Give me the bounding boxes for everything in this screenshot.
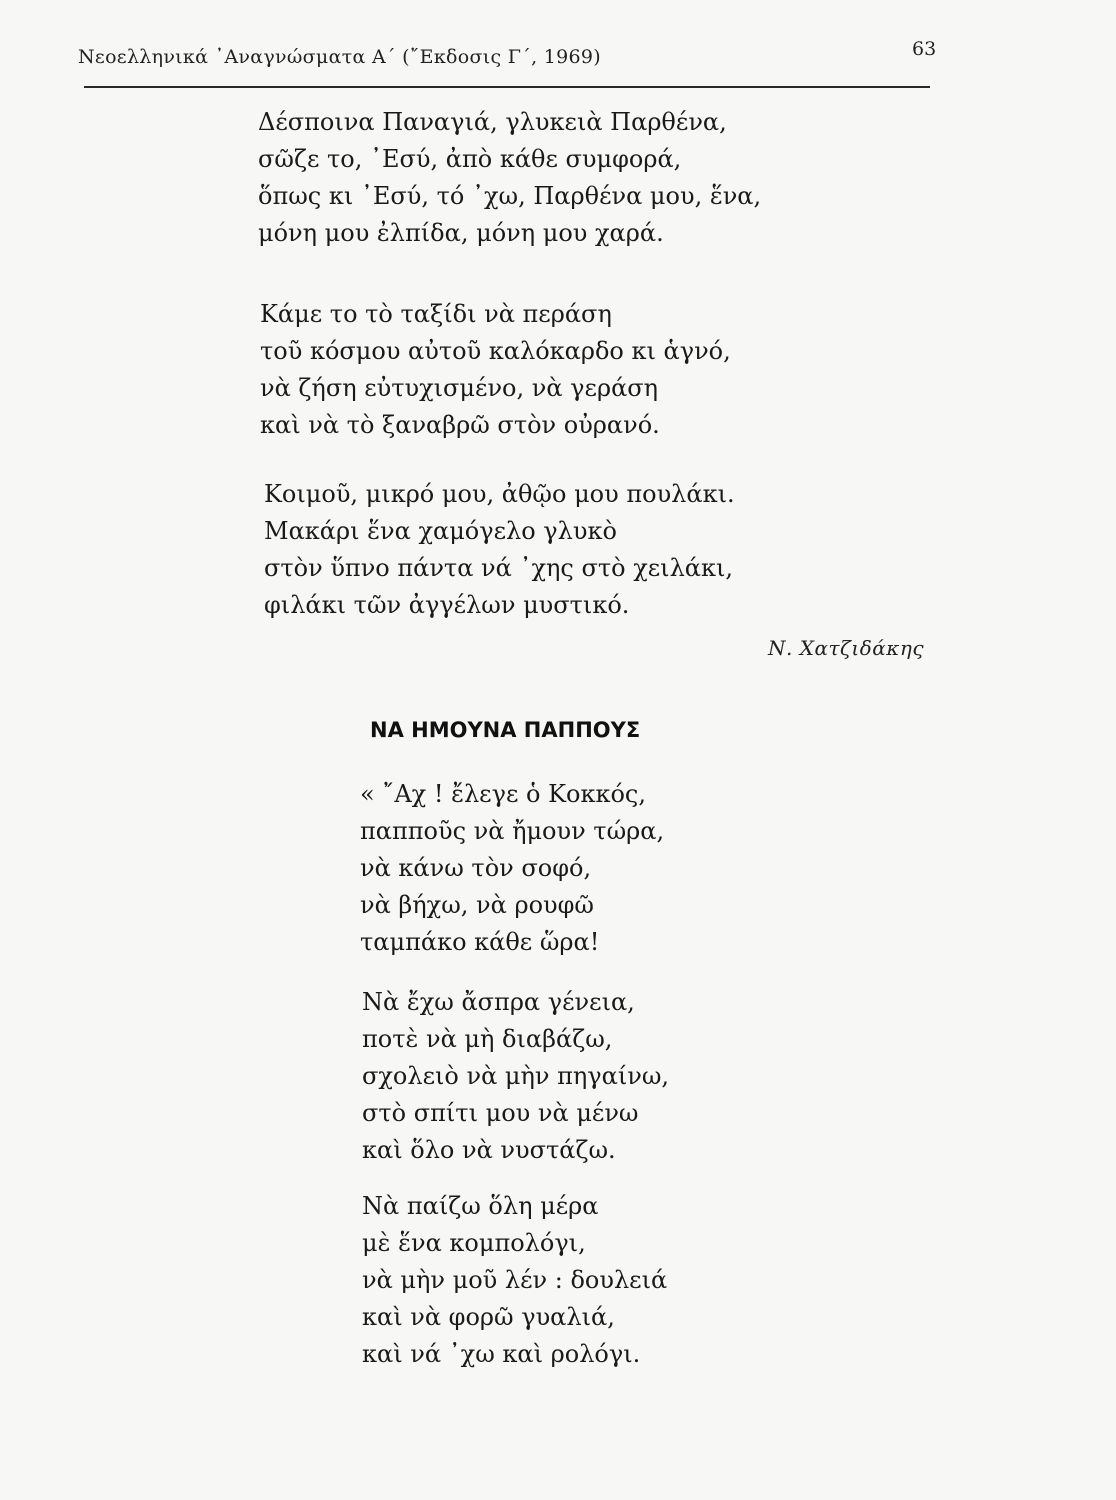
verse-line: μόνη μου ἐλπίδα, μόνη μου χαρά. xyxy=(258,219,664,247)
verse-line: νὰ ζήση εὐτυχισμένο, νὰ γεράση xyxy=(260,374,659,402)
verse-line: καὶ νά ᾿χω καὶ ρολόγι. xyxy=(362,1340,641,1368)
verse-line: νὰ βήχω, νὰ ρουφῶ xyxy=(360,891,594,919)
verse-line: καὶ νὰ τὸ ξαναβρῶ στὸν οὐρανό. xyxy=(260,411,660,439)
verse-line: ποτὲ νὰ μὴ διαβάζω, xyxy=(362,1025,613,1053)
poem-one-stanza-2 xyxy=(260,296,731,444)
poem-two-stanza-3 xyxy=(362,1188,667,1373)
verse-line: παπποῦς νὰ ἤμουν τώρα, xyxy=(360,817,665,845)
poem-one-stanza-3 xyxy=(264,476,735,624)
verse-line: Νὰ ἔχω ἄσπρα γένεια, xyxy=(362,988,635,1016)
verse-line: μὲ ἕνα κομπολόγι, xyxy=(362,1229,586,1257)
verse-line: στὸ σπίτι μου νὰ μένω xyxy=(362,1099,639,1127)
verse-line: « ῎Αχ ! ἔλεγε ὁ Κοκκός, xyxy=(360,780,646,808)
verse-line: σχολειὸ νὰ μὴν πηγαίνω, xyxy=(362,1062,670,1090)
author-signature: Ν. Χατζιδάκης xyxy=(768,636,925,660)
poem-one-stanza-1 xyxy=(258,104,761,252)
verse-line: τοῦ κόσμου αὐτοῦ καλόκαρδο κι ἁγνό, xyxy=(260,337,731,365)
verse-line: ὅπως κι ᾿Εσύ, τό ᾿χω, Παρθένα μου, ἕνα, xyxy=(258,182,762,210)
verse-line: ταμπάκο κάθε ὥρα! xyxy=(360,928,600,956)
verse-line: Κοιμοῦ, μικρό μου, ἀθῷο μου πουλάκι. xyxy=(264,480,735,508)
running-head: Νεοελληνικά ᾿Αναγνώσματα Α΄ (῎Εκδοσις Γ΄, 1969) xyxy=(78,46,602,68)
header-rule xyxy=(84,86,930,88)
page-number: 63 xyxy=(912,38,937,60)
verse-line: φιλάκι τῶν ἀγγέλων μυστικό. xyxy=(264,591,630,619)
verse-line: Δέσποινα Παναγιά, γλυκειὰ Παρθένα, xyxy=(258,108,727,136)
poem-title: ΝΑ ΗΜΟΥΝΑ ΠΑΠΠΟΥΣ xyxy=(370,718,641,742)
verse-line: στὸν ὕπνο πάντα νά ᾿χης στὸ χειλάκι, xyxy=(264,554,734,582)
verse-line: Νὰ παίζω ὅλη μέρα xyxy=(362,1192,599,1220)
verse-line: Μακάρι ἕνα χαμόγελο γλυκὸ xyxy=(264,517,617,545)
verse-line: καὶ νὰ φορῶ γυαλιά, xyxy=(362,1303,615,1331)
verse-line: νὰ μὴν μοῦ λέν : δουλειά xyxy=(362,1266,668,1294)
verse-line: σῶζε το, ᾿Εσύ, ἀπὸ κάθε συμφορά, xyxy=(258,145,682,173)
verse-line: καὶ ὅλο νὰ νυστάζω. xyxy=(362,1136,616,1164)
verse-line: νὰ κάνω τὸν σοφό, xyxy=(360,854,592,882)
poem-two-stanza-1 xyxy=(360,776,664,961)
verse-line: Κάμε το τὸ ταξίδι νὰ περάση xyxy=(260,300,612,328)
poem-two-stanza-2 xyxy=(362,984,669,1169)
